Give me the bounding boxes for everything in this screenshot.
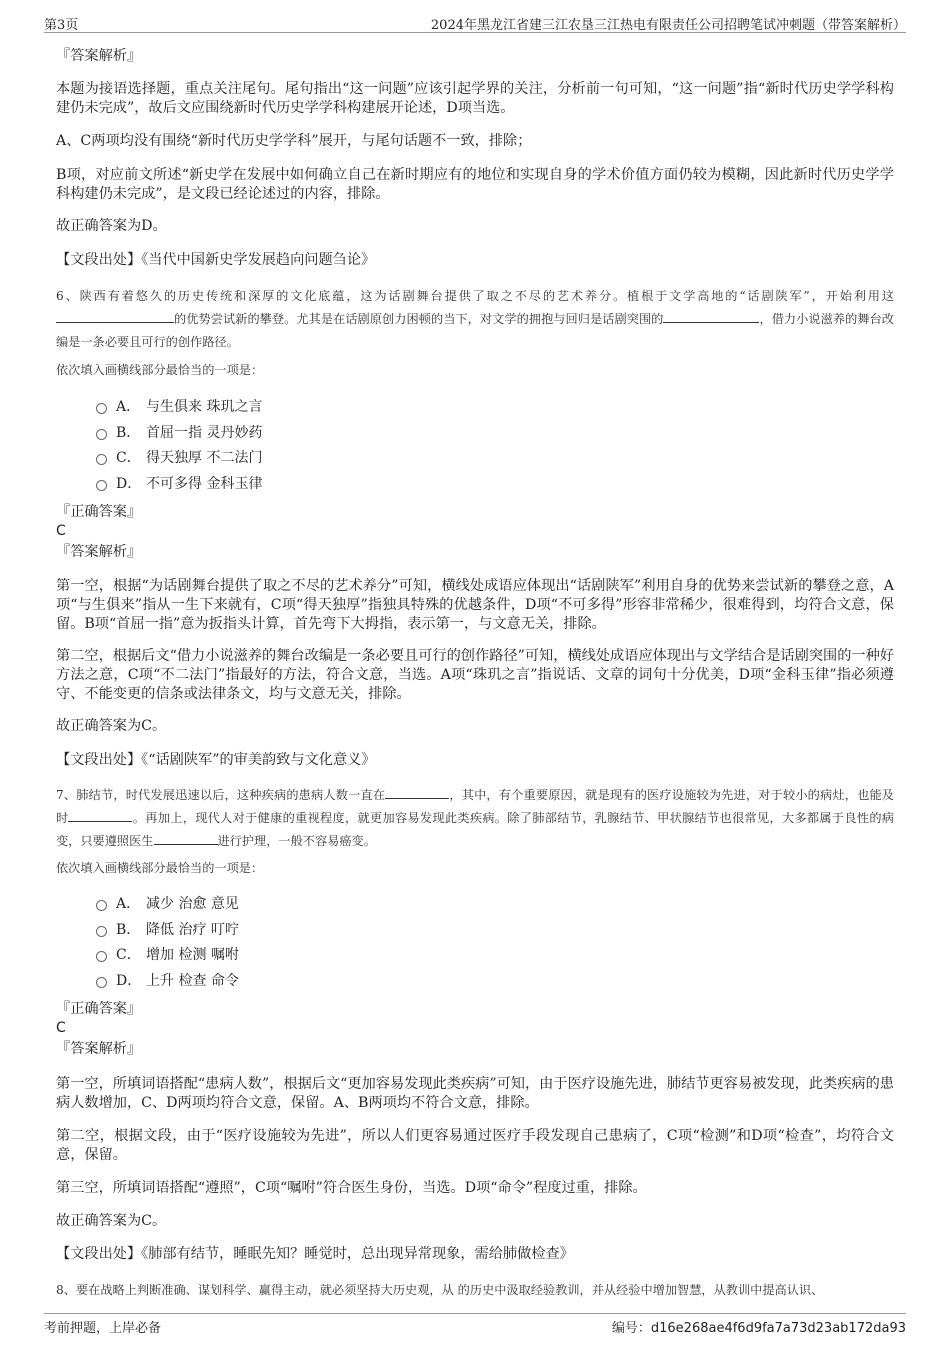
- q8-stem: 8、要在战略上判断准确、谋划科学、赢得主动，就必须坚持大历史观，从 的历史中汲取经验教训，并从经验中增加智慧，从教训中提高认识、: [56, 1283, 824, 1297]
- q6-blank-1: [56, 311, 174, 323]
- q6-analysis-p2: 第二空，根据后文“借力小说滋养的舞台改编是一条必要且可行的创作路径”可知，横线处成语应体现出与文学结合是话剧突围的一种好方法之意，C项“不二法门”指最好的方法，符合文意，当选。A项“珠玑之言”指说话、文章的词句十分优美，D项“金科玉律”指必须遵守、不能变更的信条或法律条文，均与文意无关，排除。: [56, 648, 894, 702]
- q6-option-c[interactable]: C． 得天独厚 不二法门: [96, 446, 262, 472]
- q7-blank-3: [154, 833, 218, 845]
- q7-option-b[interactable]: B． 降低 治疗 叮咛: [96, 918, 239, 944]
- radio-icon[interactable]: [96, 900, 107, 911]
- q7-options: [96, 892, 239, 994]
- q6-analysis-label: 『答案解析』: [56, 544, 142, 560]
- radio-icon[interactable]: [96, 977, 107, 988]
- q7-source: 【文段出处】《肺部有结节，睡眠先知？睡觉时，总出现异常现象，需给肺做检查》: [56, 1246, 574, 1262]
- q6-option-d[interactable]: D． 不可多得 金科玉律: [96, 472, 262, 498]
- q7-option-c[interactable]: C． 增加 检测 嘱咐: [96, 943, 239, 969]
- q5-source: 【文段出处】《当代中国新史学发展趋向问题刍论》: [56, 252, 376, 268]
- q5-analysis-p2: A、C两项均没有围绕“新时代历史学学科”展开，与尾句话题不一致，排除；: [56, 133, 532, 149]
- q6-blank-2: [663, 311, 759, 323]
- q7-correct-answer: C: [56, 1020, 66, 1036]
- q5-analysis-p1: 本题为接语选择题，重点关注尾句。尾句指出“这一问题”应该引起学界的关注，分析前一句可知，“这一问题”指“新时代历史学学科构建仍未完成”，故后文应围绕新时代历史学学科构建展开论述，D项当选。: [56, 81, 894, 116]
- radio-icon[interactable]: [96, 926, 107, 937]
- q6-conclusion: 故正确答案为C。: [56, 718, 167, 734]
- radio-icon[interactable]: [96, 480, 107, 491]
- radio-icon[interactable]: [96, 951, 107, 962]
- q7-correct-label: 『正确答案』: [56, 1001, 142, 1017]
- q7-analysis-p1: 第一空，所填词语搭配“患病人数”，根据后文“更加容易发现此类疾病”可知，由于医疗设施先进，肺结节更容易被发现，此类疾病的患病人数增加，C、D两项均符合文意，保留。A、B两项均不符合文意，排除。: [56, 1076, 894, 1111]
- q7-option-d[interactable]: D． 上升 检查 命令: [96, 969, 239, 995]
- document-id: 编号：d16e268ae4f6d9fa7a73d23ab172da93: [611, 1321, 906, 1336]
- q7-analysis-p2: 第二空，根据文段，由于“医疗设施较为先进”，所以人们更容易通过医疗手段发现自己患病了，C项“检测”和D项“检查”，均符合文意，保留。: [56, 1128, 894, 1163]
- q7-analysis-label: 『答案解析』: [56, 1041, 142, 1057]
- radio-icon[interactable]: [96, 403, 107, 414]
- page-header: [44, 12, 906, 33]
- q7-instruction: 依次填入画横线部分最恰当的一项是：: [56, 861, 264, 875]
- q6-analysis-p1: 第一空，根据“为话剧舞台提供了取之不尽的艺术养分”可知，横线处成语应体现出“话剧陕军”利用自身的优势来尝试新的攀登之意，A项“与生俱来”指从一生下来就有，C项“得天独厚”指独具特殊的优越条件，D项“不可多得”形容非常稀少，很难得到，均符合文意，保留。B项“首屈一指”意为扳指头计算，首先弯下大拇指，表示第一，与文意无关，排除。: [56, 578, 894, 632]
- q7-conclusion: 故正确答案为C。: [56, 1213, 167, 1229]
- radio-icon[interactable]: [96, 454, 107, 465]
- q5-conclusion: 故正确答案为D。: [56, 218, 167, 234]
- q6-source: 【文段出处】《“话剧陕军”的审美韵致与文化意义》: [56, 752, 376, 768]
- q6-options: [96, 395, 262, 497]
- q6-stem: 6、陕西有着悠久的历史传统和深厚的文化底蕴，这为话剧舞台提供了取之不尽的艺术养分。植根于文学高地的“话剧陕军”，开始利用这的优势尝试新的攀登。尤其是在话剧原创力困顿的当下，对文学的拥抱与回归是话剧突围的 ，借力小说滋养的舞台改编是一条必要且可行的创作路径。: [56, 289, 894, 349]
- q7-stem: 7、肺结节，时代发展迅速以后，这种疾病的患病人数一直在 ，其中，有个重要原因，就是现有的医疗设施较为先进，对于较小的病灶，也能及时 。再加上，现代人对于健康的重视程度，就更加容易发现此类疾病。除了肺部结节，乳腺结节、甲状腺结节也很常见，大多都属于良性的病变，只要遵照医生 进行护理，一般不容易癌变。: [56, 788, 894, 848]
- q6-instruction: 依次填入画横线部分最恰当的一项是：: [56, 363, 264, 377]
- document-title: 2024年黑龙江省建三江农垦三江热电有限责任公司招聘笔试冲刺题（带答案解析）: [430, 18, 906, 33]
- q6-correct-answer: C: [56, 523, 66, 539]
- q6-option-b[interactable]: B． 首屈一指 灵丹妙药: [96, 421, 262, 447]
- q6-option-a[interactable]: A． 与生俱来 珠玑之言: [96, 395, 262, 421]
- q7-option-a[interactable]: A． 减少 治愈 意见: [96, 892, 239, 918]
- page-number: 第3页: [44, 18, 79, 33]
- q7-analysis-p3: 第三空，所填词语搭配“遵照”，C项“嘱咐”符合医生身份，当选。D项“命令”程度过重，排除。: [56, 1180, 647, 1196]
- footer-slogan: 考前押题，上岸必备: [44, 1321, 162, 1336]
- q7-blank-1: [385, 787, 449, 799]
- q5-analysis-p3: B项，对应前文所述“新史学在发展中如何确立自己在新时期应有的地位和实现自身的学术价值方面仍较为模糊，因此新时代历史学学科构建仍未完成”，是文段已经论述过的内容，排除。: [56, 167, 894, 202]
- q5-analysis-label: 『答案解析』: [56, 48, 142, 64]
- q7-blank-2: [68, 810, 132, 822]
- q6-correct-label: 『正确答案』: [56, 504, 142, 520]
- page-footer: [44, 1313, 906, 1336]
- radio-icon[interactable]: [96, 429, 107, 440]
